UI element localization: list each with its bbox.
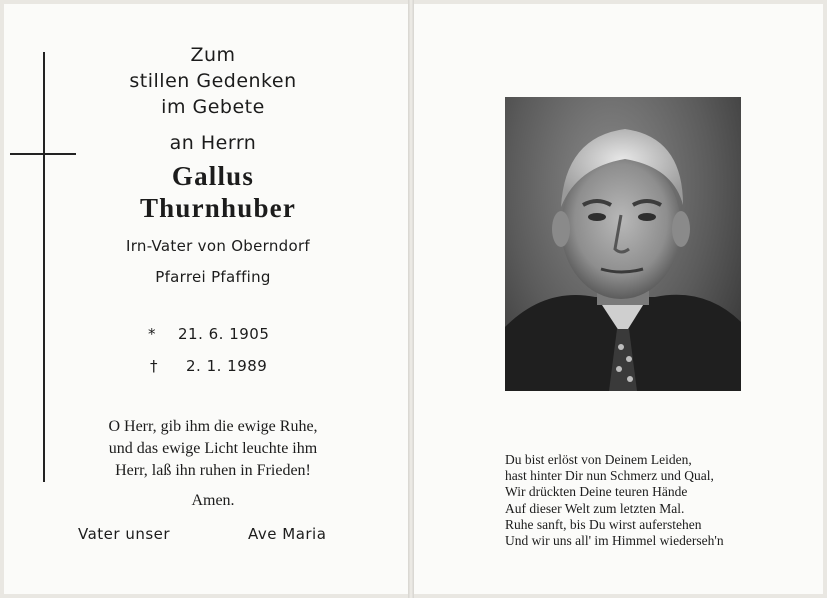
death-date: 2. 1. 1989: [186, 357, 268, 375]
cross-bar: [10, 153, 76, 155]
portrait-illustration: [505, 97, 741, 391]
death-symbol: †: [150, 357, 158, 375]
parish-line: Pfarrei Pfaffing: [155, 268, 271, 286]
vater-unser: Vater unser: [78, 525, 171, 543]
ave-maria: Ave Maria: [248, 525, 327, 543]
first-name: Gallus: [171, 161, 255, 191]
heading-line-1: Zum: [190, 44, 236, 66]
cross-icon: [43, 52, 45, 482]
poem-line: Du bist erlöst von Deinem Leiden,: [505, 452, 692, 467]
poem-line: Und wir uns all' im Himmel wiederseh'n: [505, 533, 724, 549]
title-line: Irn-Vater von Oberndorf: [125, 237, 311, 255]
birth-symbol: *: [148, 325, 156, 343]
heading-line-2: stillen Gedenken: [129, 70, 297, 92]
poem-line: Wir drückten Deine teuren Hände: [505, 484, 688, 500]
birth-date: 21. 6. 1905: [178, 325, 270, 343]
portrait-photo: [505, 97, 741, 391]
heading-line-3: im Gebete: [161, 96, 265, 118]
poem-line: Ruhe sanft, bis Du wirst auferstehen: [505, 516, 702, 532]
prayer-line-1: O Herr, gib ihm die ewige Ruhe,: [108, 418, 318, 435]
amen: Amen.: [191, 492, 235, 509]
poem-line: Auf dieser Welt zum letzten Mal.: [505, 500, 685, 516]
prayer-line-2: und das ewige Licht leuchte ihm: [108, 440, 318, 457]
poem-line: hast hinter Dir nun Schmerz und Qual,: [505, 468, 714, 484]
prayer-line-3: Herr, laß ihn ruhen in Frieden!: [115, 462, 311, 479]
memorial-poem: [505, 452, 724, 549]
an-herrn: an Herrn: [169, 132, 257, 154]
last-name: Thurnhuber: [139, 193, 297, 223]
